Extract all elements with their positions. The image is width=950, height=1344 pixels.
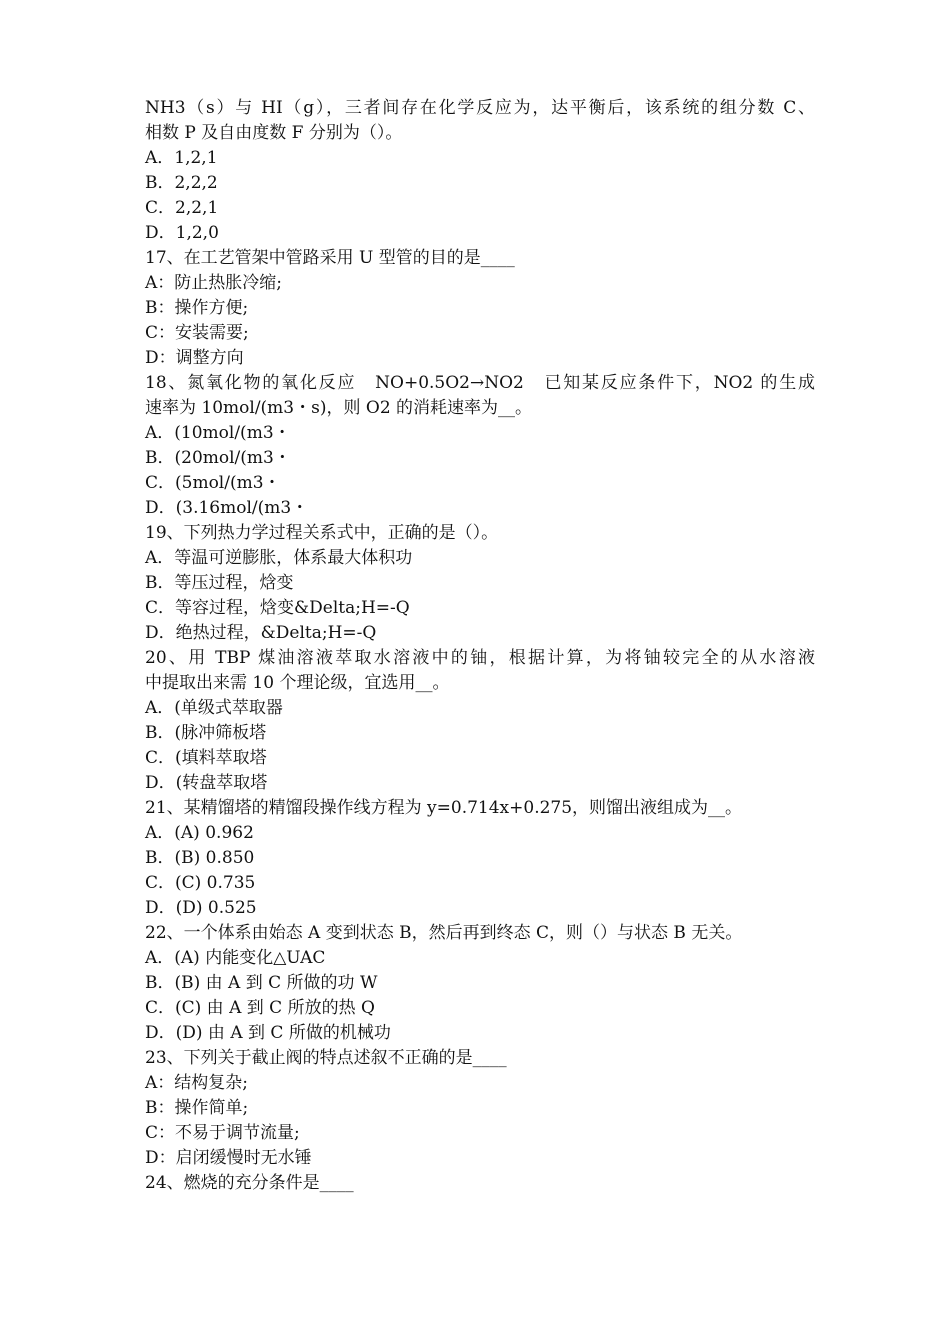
question-18-option-d: D．(3.16mol/(m3・: [145, 498, 309, 518]
question-17-option-c: C：安装需要;: [145, 323, 249, 343]
question-22-option-c: C．(C) 由 A 到 C 所放的热 Q: [145, 998, 375, 1018]
question-16-option-d: D．1,2,0: [145, 223, 219, 243]
question-22-option-a: A．(A) 内能变化△UAC: [145, 948, 326, 968]
question-19-stem: 19、下列热力学过程关系式中，正确的是（）。: [145, 523, 499, 543]
question-18-option-c: C．(5mol/(m3・: [145, 473, 281, 493]
question-23-option-a: A：结构复杂;: [145, 1073, 249, 1093]
question-16-stem-line-1: NH3（s）与 HI（g），三者间存在化学反应为，达平衡后，该系统的组分数 C、: [145, 98, 815, 118]
question-22-option-d: D．(D) 由 A 到 C 所做的机械功: [145, 1023, 391, 1043]
question-19-option-b: B．等压过程，焓变: [145, 573, 294, 593]
question-19-option-a: A．等温可逆膨胀，体系最大体积功: [145, 548, 413, 568]
question-23-stem: 23、下列关于截止阀的特点述叙不正确的是____: [145, 1048, 507, 1068]
question-23-option-d: D：启闭缓慢时无水锤: [145, 1148, 312, 1168]
question-16-option-c: C．2,2,1: [145, 198, 219, 218]
question-18-option-a: A．(10mol/(m3・: [145, 423, 291, 443]
question-20-option-b: B．(脉冲筛板塔: [145, 723, 267, 743]
question-17-option-d: D：调整方向: [145, 348, 244, 368]
question-21-option-a: A．(A) 0.962: [145, 823, 254, 843]
question-22-option-b: B．(B) 由 A 到 C 所做的功 W: [145, 973, 378, 993]
question-20-option-d: D．(转盘萃取塔: [145, 773, 268, 793]
question-24-stem: 24、燃烧的充分条件是____: [145, 1173, 354, 1193]
question-21-stem: 21、某精馏塔的精馏段操作线方程为 y=0.714x+0.275，则馏出液组成为__。: [145, 798, 743, 818]
question-18-stem-line-1: 18、氮氧化物的氧化反应 NO+0.5O2→NO2 已知某反应条件下，NO2 的生成: [145, 373, 815, 393]
question-20-stem-line-1: 20、用 TBP 煤油溶液萃取水溶液中的铀，根据计算，为将铀较完全的从水溶液: [145, 648, 815, 668]
question-21-option-d: D．(D) 0.525: [145, 898, 257, 918]
question-18-option-b: B．(20mol/(m3・: [145, 448, 291, 468]
question-17-stem: 17、在工艺管架中管路采用 U 型管的目的是____: [145, 248, 515, 268]
question-17-option-a: A：防止热胀冷缩;: [145, 273, 283, 293]
question-20-option-c: C．(填料萃取塔: [145, 748, 267, 768]
question-16-stem-line-2: 相数 P 及自由度数 F 分别为（）。: [145, 123, 403, 143]
question-16-option-b: B．2,2,2: [145, 173, 218, 193]
question-22-stem: 22、一个体系由始态 A 变到状态 B，然后再到终态 C，则（）与状态 B 无关。: [145, 923, 743, 943]
question-23-option-c: C：不易于调节流量;: [145, 1123, 300, 1143]
question-20-option-a: A．(单级式萃取器: [145, 698, 283, 718]
document-page: [145, 96, 815, 1196]
question-19-option-c: C．等容过程，焓变&Delta;H=-Q: [145, 598, 410, 618]
question-19-option-d: D．绝热过程，&Delta;H=-Q: [145, 623, 377, 643]
question-18-stem-line-2: 速率为 10mol/(m3・s)，则 O2 的消耗速率为__。: [145, 398, 533, 418]
question-21-option-c: C．(C) 0.735: [145, 873, 256, 893]
question-16-option-a: A．1,2,1: [145, 148, 218, 168]
question-21-option-b: B．(B) 0.850: [145, 848, 255, 868]
question-23-option-b: B：操作简单;: [145, 1098, 249, 1118]
question-17-option-b: B：操作方便;: [145, 298, 249, 318]
question-20-stem-line-2: 中提取出来需 10 个理论级，宜选用__。: [145, 673, 450, 693]
